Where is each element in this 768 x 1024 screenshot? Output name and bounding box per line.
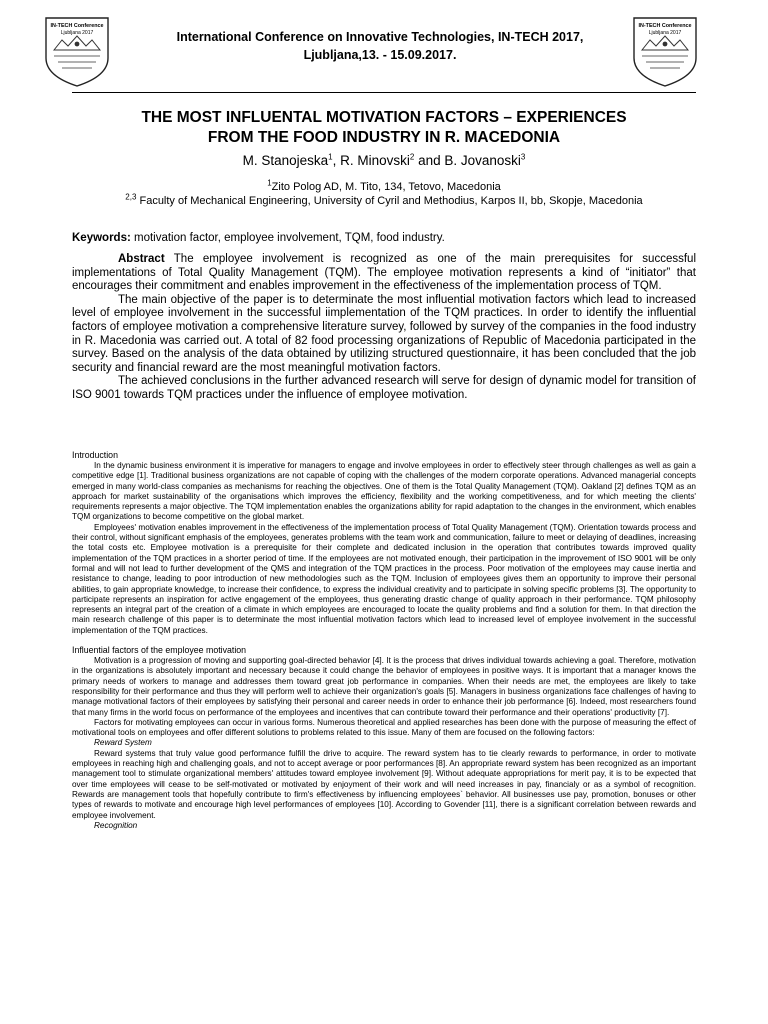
keywords — [72, 231, 696, 246]
affiliation-1 — [80, 180, 688, 194]
affiliation-2 — [80, 194, 688, 208]
affiliation-2-sup: 2,3 — [125, 192, 137, 202]
subsection-heading-reward: Reward System — [94, 738, 152, 748]
abstract-label: Abstract — [118, 253, 165, 265]
author-1-sup: 1 — [328, 152, 333, 162]
affiliation-2-text: Faculty of Mechanical Engineering, University of Cyril and Methodius, Karpos II, bb, Skopje, Macedonia — [136, 195, 643, 207]
abstract-p1-text: The employee involvement is recognized as one of the main prerequisites for successful implementations of Total Quality Management (TQM). The employee motivation represents a kind of “initiator” that encourages their commitment and enables improvement in the effectiveness of the implementation process of TQM. — [72, 253, 696, 293]
title-line-2: FROM THE FOOD INDUSTRY IN R. MACEDONIA — [207, 129, 561, 146]
abstract-paragraph-3: The achieved conclusions in the further advanced research will serve for design of dynamic model for transition of ISO 9001 towards TQM practices under the influence of employee motivation. — [72, 375, 696, 401]
reward-paragraph-1: Reward systems that truly value good performance fulfill the drive to acquire. The reward system has to tie clearly rewards to performance, in order to motivate employees in reaching high and challenging goals, and not to accept average or poor performances [8]. An appropriate reward system has been recognized as an important management tool to stimulate organizational members' attitudes toward employee involvement [9]. Without adequate appropriations for merit pay, it is to be expected that over time employees will cease to be self-motivated or motivated by enjoyment of their work and will need increases in pay, financialy or as a symbol of recognition. Rewards are management tools that hopefully contribute to firm's effectiveness by influencing employees` behavior. All businesses use pay, promotion, bonuses or other types of rewards to motivate and encourage high level performances of employees [10]. According to Govender [11], there is a significant correlation between rewards and employee involvement. — [72, 748, 696, 820]
section-heading-factors: Influential factors of the employee motivation — [72, 645, 247, 656]
intro-paragraph-1: In the dynamic business environment it is imperative for managers to engage and involve employees in order to effectively steer through challenges as well as gain a competitive edge [1]. Traditional business organizations are not capable of coping with the challenges of the modern corporate operations. Advanced managerial concepts emerged in many world-class companies as mechanisms for reaching the objectives. One of them is the Total Quality Management (TQM). Oakland [2] defines TQM as an approach for market sustainability of the organisations which improves the efficiency, flexibility and the working competitiveness, and for which meeting the clients' requirements represents a major objective. The TQM implementation enables the organizations ability for rapid adaptation to the changes in the environment, which enables TQM organizations to become competitive on the global market. — [72, 461, 696, 522]
logo-text-line1: IN-TECH Conference — [50, 23, 104, 29]
logo-text-line1: IN-TECH Conference — [638, 23, 692, 29]
author-2: , R. Minovski — [332, 153, 410, 168]
conference-line-2: Ljubljana,13. - 15.09.2017. — [303, 48, 457, 62]
header-divider — [72, 92, 696, 93]
conference-line-1: International Conference on Innovative Technologies, IN-TECH 2017, — [176, 30, 584, 44]
keywords-label: Keywords: — [72, 232, 131, 244]
abstract — [72, 253, 696, 403]
author-3-sup: 3 — [520, 152, 526, 162]
affiliation-1-text: Zito Polog AD, M. Tito, 134, Tetovo, Macedonia — [271, 181, 501, 193]
section-heading-introduction: Introduction — [72, 450, 118, 460]
paper-title — [80, 108, 688, 148]
keywords-text: motivation factor, employee involvement, TQM, food industry. — [130, 232, 445, 244]
conference-logo-right — [628, 14, 702, 88]
intro-paragraph-2: Employees' motivation enables improvement in the effectiveness of the implementation process of Total Quality Management (TQM). Orientation towards process and their control, without significant emphasis of the employees, generates problems with the team work and communication, failure to meet or delaying of deadlines, increasing the total costs etc. Employee motivation is a prerequisite for their complete and dedicated inclusion in the operation that contributes towards improved quality implementation of the TQM practices in a shorter period of time. If the employees are not motivated enough, their participation in the improvement of ISO 9001 will be only formal and will not lead to further development of the QMS and integration of the TQM practices in the process. Poor motivation of the employees may cause inertia and resistance to change, leading to poor introduction of new methodologies such as the TQM. Inclusion of employees gives them an opportunity to improve their personal abilities, to gain appropriate knowledge, to increase their confidence, to express the individual creativity and to participate in solving specific problems [3]. The opportunity to participate represents an inspiration for active engagement of the employees, thus generating drastic change of quality approach in their performance. TQM philosophy represents an integral part of the creation of a climate in which employees are encouraged to locate the quality problems and find a solution for them. In that direction the main research challenge of this paper is to determinate the most influential motivation factors which lead to increased level of employee involvement in the successful implementation of the TQM practices. — [72, 522, 696, 635]
abstract-paragraph-2: The main objective of the paper is to determinate the most influential motivation factors which lead to increased level of employee involvement in the successful iimplementation of the TQM practices. In order to identify the influential factors of employee motivation a comprehensive literature survey, followed by survey of the companies in the food industry in R. Macedonia was carried out. A total of 82 food processing organizations of Republic of Macedonia participated in the survey. Based on the analysis of the data obtained by utilizing structured questionnaire, it has been concluded that the job security and financial reward are the most meaningful motivation factors. — [72, 293, 696, 374]
factors-paragraph-2: Factors for motivating employees can occur in various forms. Numerous theoretical and applied researches has been done with the purpose of measuring the effect of motivational tools on employees and offer different solutions to problems related to this issue. Many of them are focused on the following factors: — [72, 717, 696, 738]
conference-header — [140, 28, 620, 64]
author-1: M. Stanojeska — [242, 153, 329, 168]
author-list — [80, 152, 688, 170]
paper-body — [72, 450, 696, 831]
author-2-sup: 2 — [409, 152, 415, 162]
affiliation-1-sup: 1 — [267, 178, 272, 188]
abstract-paragraph-1 — [72, 253, 696, 294]
conference-logo-left — [40, 14, 114, 88]
factors-paragraph-1: Motivation is a progression of moving and supporting goal-directed behavior [4]. It is the process that drives individual towards achieving a goal. Therefore, motivation in the organizations is absolutely important and necessary because it could change the behavior of employees in positive ways. It is important that a manager knows the primary needs of workers to manage and addresses them toward great job performance in companies. When their needs are met, the employees are likely to take responsibility for their performance and thus they will perform well to achieve their organization's goals [5]. Managers in business organizations face challenges of having to manage motivational factors of their employees by satisfying their personal and career needs in order to enhance their job performance [6]. Indeed, most researchers found that many firms in the world focus on performance of the employees and incentives that can contribute toward their performance and their operations' productivity [7]. — [72, 656, 696, 717]
logo-text-line2: Ljubljana 2017 — [60, 30, 94, 36]
subsection-heading-recognition: Recognition — [94, 820, 138, 830]
author-3: and B. Jovanoski — [414, 153, 521, 168]
logo-text-line2: Ljubljana 2017 — [648, 30, 682, 36]
title-line-1: THE MOST INFLUENTAL MOTIVATION FACTORS – EXPERIENCES — [141, 109, 627, 126]
